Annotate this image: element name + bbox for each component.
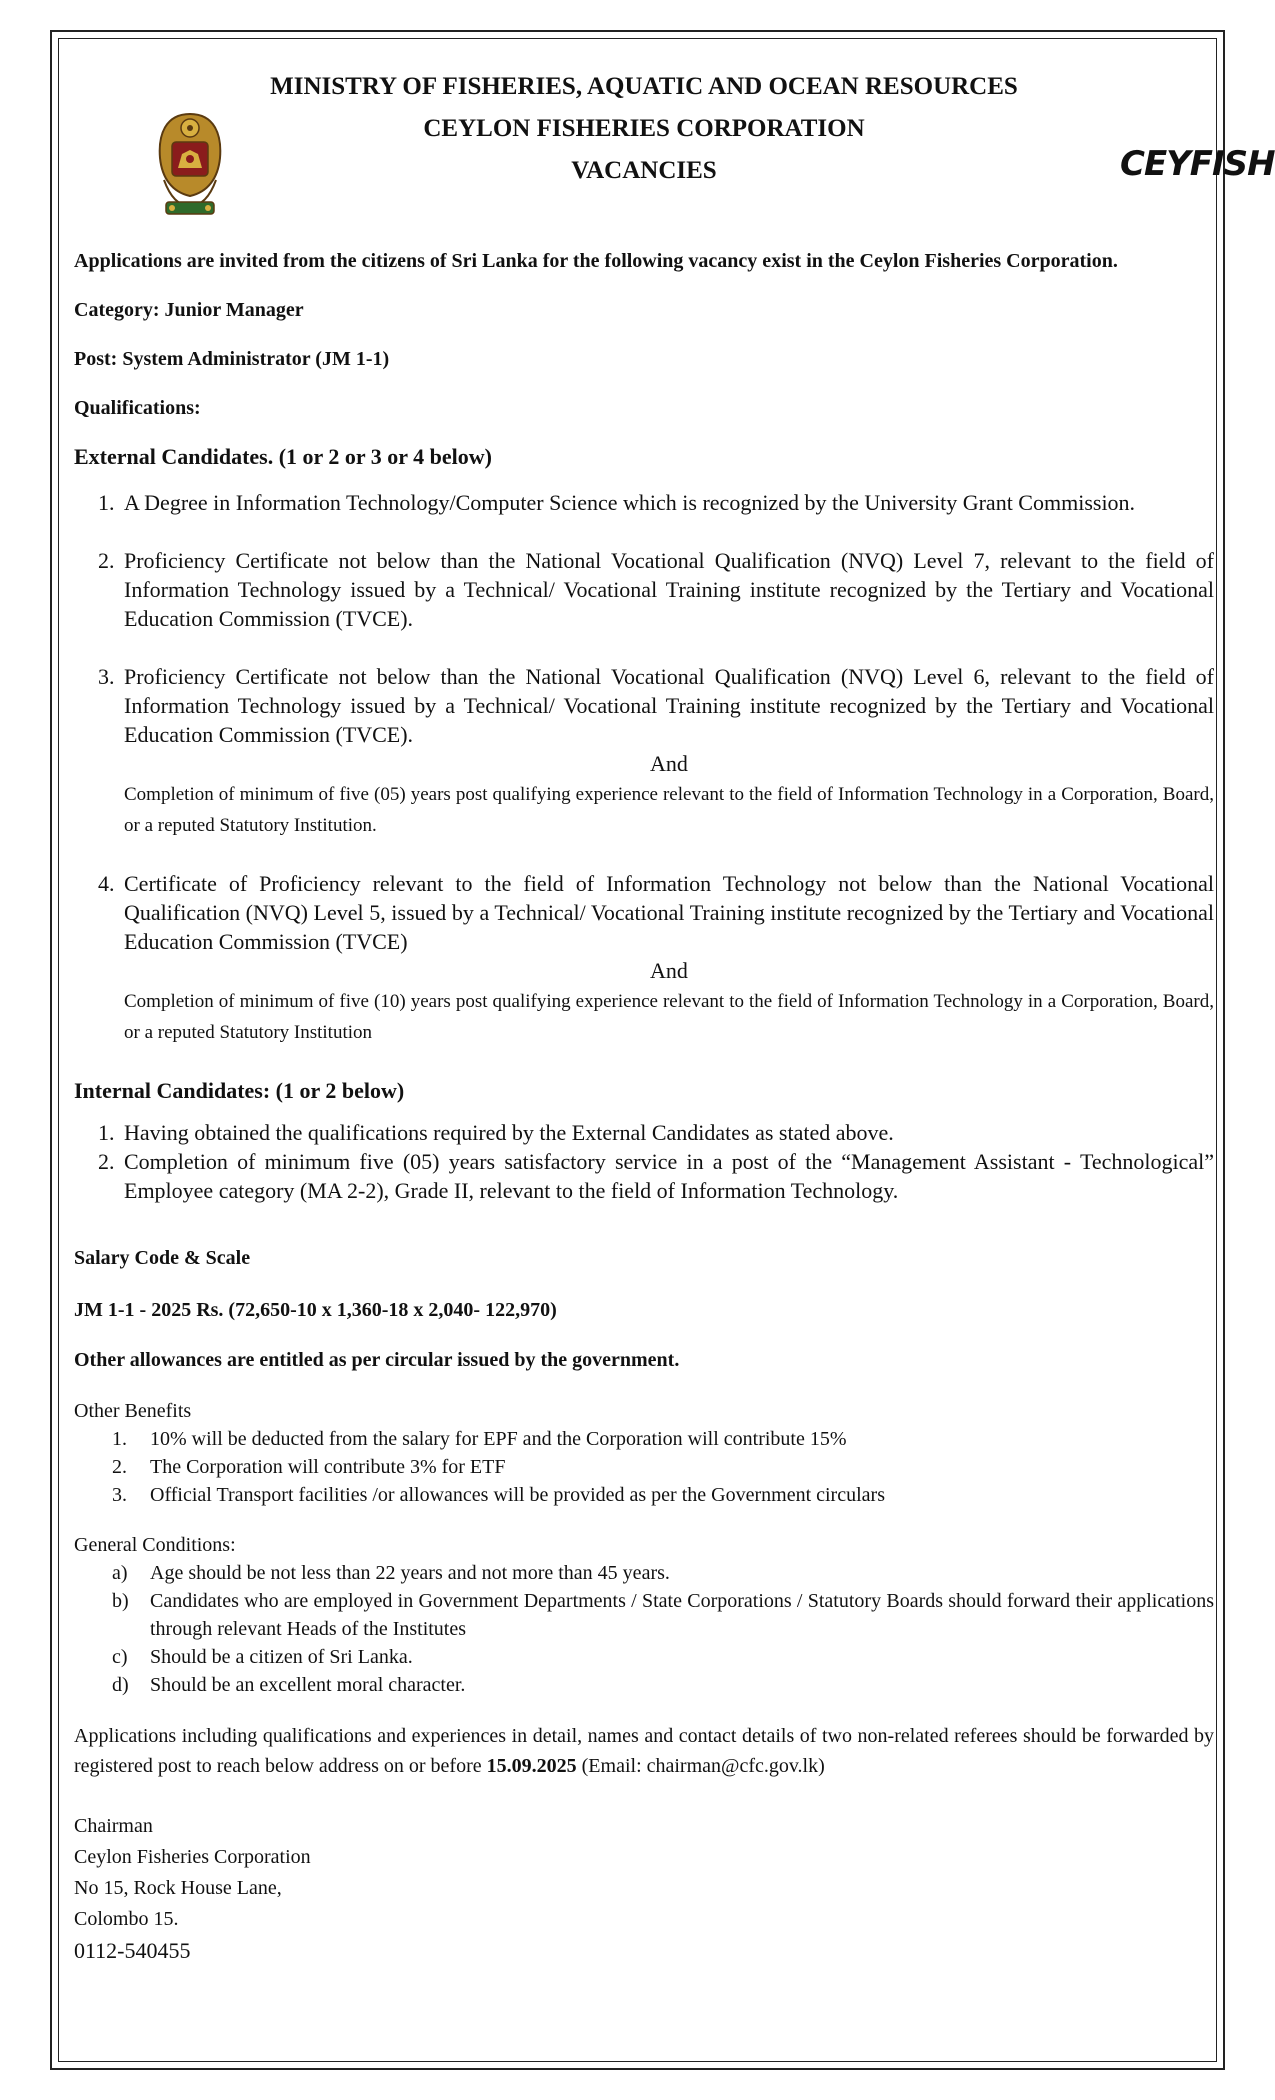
list-item [74,1671,1214,1699]
external-item-4-text: Certificate of Proficiency relevant to the field of Information Technology not below than the National Vocational Qualification (NVQ) Level 5, issued by a Technical/ Vocational Training institute recognized by the Tertiary and Vocational Education Commission (TVCE) [124,871,1214,954]
list-marker: b) [112,1590,129,1612]
list-marker: 1. [112,1428,127,1450]
internal-item-1-text: Having obtained the qualifications required by the External Candidates as stated above. [124,1120,894,1145]
sri-lanka-emblem-icon [152,110,228,220]
ceyfish-logo-text: CEYFISH [1120,144,1275,184]
list-item [74,1643,1214,1671]
application-instructions [74,1721,1214,1781]
phone-number: 0112-540455 [74,1938,191,1963]
external-item-4-and: And [650,958,688,983]
header [74,66,1275,226]
list-item [74,1425,1214,1453]
internal-qualifications-list [74,1118,1214,1205]
condition-text: Age should be not less than 22 years and not more than 45 years. [150,1562,670,1584]
salary-heading: Salary Code & Scale [74,1247,251,1269]
list-marker: 2. [112,1456,127,1478]
list-marker: d) [112,1674,129,1696]
condition-text: Should be a citizen of Sri Lanka. [150,1646,413,1668]
address-line: Colombo 15. [74,1908,179,1930]
internal-item-2-text: Completion of minimum five (05) years satisfactory service in a post of the “Management Assistant - Technological” Employee category (MA 2-2), Grade II, relevant to the field of Information Technology. [124,1149,1214,1203]
benefit-text: The Corporation will contribute 3% for ETF [150,1456,506,1478]
external-item-2-text: Proficiency Certificate not below than the National Vocational Qualification (NVQ) Level 7, relevant to the field of Information Technology issued by a Technical/ Vocational Training institute recognized by the Tertiary and Vocational Education Commission (TVCE). [124,548,1214,631]
deadline-date: 15.09.2025 [486,1755,577,1777]
postal-address [74,1811,1214,1966]
list-marker: 3. [112,1484,127,1506]
external-item-3-text: Proficiency Certificate not below than the National Vocational Qualification (NVQ) Level 6, relevant to the field of Information Technology issued by a Technical/ Vocational Training institute recognized by the Tertiary and Vocational Education Commission (TVCE). [124,664,1214,747]
benefits-heading: Other Benefits [74,1400,192,1422]
list-item [74,1481,1214,1509]
corporation-title: CEYLON FISHERIES CORPORATION [423,115,865,142]
list-item [120,662,1214,840]
list-item [120,1118,1214,1147]
benefits-list [74,1425,1214,1509]
external-candidates-heading: External Candidates. (1 or 2 or 3 or 4 below) [74,444,492,469]
qualifications-label: Qualifications: [74,397,201,419]
list-item [74,1559,1214,1587]
intro-paragraph: Applications are invited from the citizens of Sri Lanka for the following vacancy exist in the Ceylon Fisheries Corporation. [74,250,1118,272]
list-item [120,488,1214,517]
external-item-3-and: And [650,751,688,776]
ceyfish-logo [1120,136,1275,192]
external-item-4-experience: Completion of minimum of five (10) years post qualifying experience relevant to the field of Information Technology in a Corporation, Board, or a reputed Statutory Institution [124,991,1214,1043]
condition-text: Should be an excellent moral character. [150,1674,466,1696]
post-line: Post: System Administrator (JM 1-1) [74,348,390,370]
vacancy-notice [74,66,1275,1966]
allowances-note: Other allowances are entitled as per circular issued by the government. [74,1349,680,1371]
list-marker: c) [112,1646,128,1668]
vacancies-title: VACANCIES [571,157,717,184]
list-item [120,1147,1214,1205]
conditions-heading: General Conditions: [74,1534,236,1556]
list-marker: a) [112,1562,128,1584]
internal-candidates-heading: Internal Candidates: (1 or 2 below) [74,1078,405,1103]
ministry-title: MINISTRY OF FISHERIES, AQUATIC AND OCEAN RESOURCES [270,73,1018,100]
list-item [120,546,1214,633]
address-line: Ceylon Fisheries Corporation [74,1846,311,1868]
benefit-text: Official Transport facilities /or allowances will be provided as per the Government circulars [150,1484,885,1506]
category-line: Category: Junior Manager [74,299,304,321]
address-line: No 15, Rock House Lane, [74,1877,282,1899]
list-item [74,1453,1214,1481]
conditions-list [74,1559,1214,1699]
list-item [74,1587,1214,1643]
condition-text: Candidates who are employed in Government Departments / State Corporations / Statutory Boards should forward their applications through relevant Heads of the Institutes [150,1590,1214,1640]
external-item-3-experience: Completion of minimum of five (05) years post qualifying experience relevant to the field of Information Technology in a Corporation, Board, or a reputed Statutory Institution. [124,784,1214,836]
external-qualifications-list [74,488,1214,1047]
benefit-text: 10% will be deducted from the salary for EPF and the Corporation will contribute 15% [150,1428,847,1450]
address-line: Chairman [74,1815,153,1837]
list-item [120,869,1214,1047]
salary-scale: JM 1-1 - 2025 Rs. (72,650-10 x 1,360-18 x 2,040- 122,970) [74,1299,557,1321]
email-text: (Email: chairman@cfc.gov.lk) [576,1755,825,1777]
instructions-text: Applications including qualifications and experiences in detail, names and contact details of two non-related referees should be forwarded by registered post to reach below address on or before [74,1725,1214,1777]
external-item-1-text: A Degree in Information Technology/Computer Science which is recognized by the University Grant Commission. [124,490,1136,515]
